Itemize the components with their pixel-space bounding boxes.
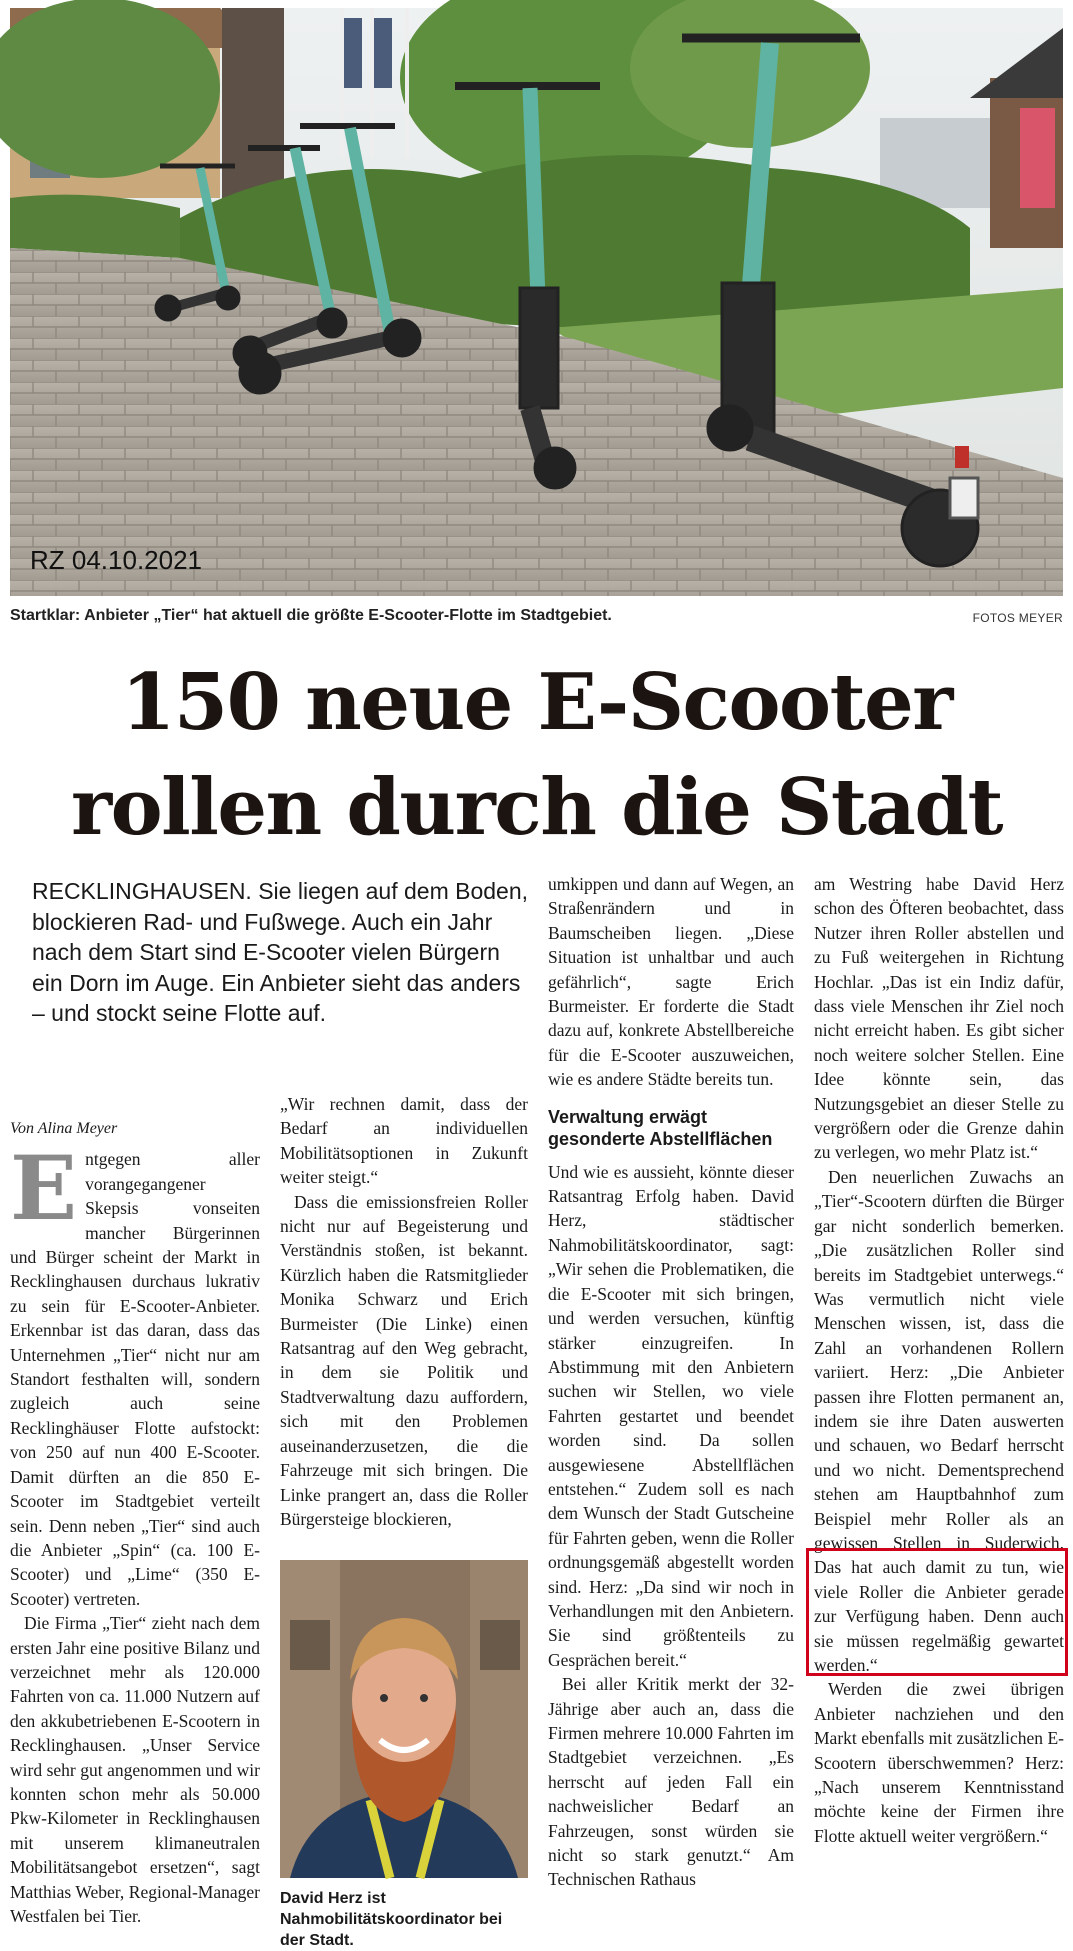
portrait-caption: David Herz ist Nahmobilitätskoordinator bei der Stadt. [280,1890,503,1949]
highlight-box [806,1548,1068,1676]
scooter-photo [10,8,1063,596]
headline [0,650,1073,860]
paragraph: „Wir rechnen damit, dass der Bedarf an individuellen Mobilitätsoptionen in Zukunft weiter steigt.“ [280,1094,528,1188]
paragraph: Den neuerlichen Zuwachs an „Tier“-Scootern dürften die Bürger gar nicht sonderlich bemerken. „Die zusätzlichen Roller sind bereits im Stadtgebiet unterwegs.“ Was vermutlich nicht viele Menschen wissen, ist, dass die Zahl an vorhandenen Rollern variiert. Herz: „Die Anbieter passen ihre Flotten permanent an, indem sie ihre Daten auswerten und schauen, wo Bedarf herrscht und wo nicht. Dementsprechend stehen am Hauptbahnhof zum Beispiel mehr Roller als an gewissen Stellen in Suderwich. Das hat auch damit zu tun, wie viele Roller die Anbieter gerade zur Verfügung haben. Denn auch sie müssen regelmäßig gewartet werden.“ [814,1166,1064,1675]
paragraph: Und wie es aussieht, könnte dieser Ratsantrag Erfolg haben. David Herz, städtischer Nahmobilitätskoordinator, sagt: „Wir sehen die Problematiken, die die E-Scooter mit sich bringen, und werden versuchen, künftig stärker einzugreifen. In Abstimmung mit den Anbietern suchen wir Stellen, wo viele Fahrten gestartet und beendet worden sind. Da sollen ausgewiesene Abstellflächen entstehen.“ Zudem soll es nach dem Wunsch der Stadt Gutscheine für Fahrten geben, wenn die Roller ordnungsgemäß abgestellt worden sind. Herz: „Da sind wir noch in Verhandlungen mit den Anbietern. Sie sind größtenteils zu Gesprächen bereit.“ [548,1161,794,1670]
headline-line-1: 150 neue E-Scooter [121,657,952,748]
photo-credit: FOTOS MEYER [972,611,1063,625]
paragraph: Bei aller Kritik merkt der 32-Jährige aber auch an, dass die Firmen mehrere 10.000 Fahrten im Stadtgebiet verzeichnen. „Es herrscht auf jeden Fall ein nachweislicher Bedarf an Fahrzeugen, sonst würden sie nicht so stark genutzt.“ Am Technischen Rathaus [548,1674,794,1890]
photo-caption: Startklar: Anbieter „Tier“ hat aktuell die größte E-Scooter-Flotte im Stadtgebiet. [10,607,612,624]
paragraph: umkippen und dann auf Wegen, an Straßenrändern und in Baumscheiben liegen. „Diese Situation ist unhaltbar und auch gefährlich“, sagte Erich Burmeister. Er forderte die Stadt dazu auf, konkrete Abstellbereiche für die E-Scooter auszuweichen, wie es andere Städte bereits tun. [548,874,794,1090]
lead-text: Sie liegen auf dem Boden, blockieren Rad- und Fußwege. Auch ein Jahr nach dem Start sind E-Scooter vielen Bürgern ein Dorn im Auge. Ein Anbieter sieht das anders – und stockt seine Flotte auf. [32,878,529,1026]
drop-cap: E [10,1136,78,1241]
subheading: Verwaltung erwägt gesonderte Abstellflächen [548,1106,773,1149]
column-1 [10,1117,260,1928]
paragraph: Werden die zwei übrigen Anbieter nachziehen und den Markt ebenfalls mit zusätzlichen E-Scootern überschwemmen? Herz: „Nach unserem Kenntnisstand möchte keine der Firmen ihre Flotte aktuell weiter vergrößern.“ [814,1679,1064,1846]
byline: Von Alina Meyer [10,1120,118,1137]
headline-line-2: rollen durch die Stadt [71,762,1002,853]
column-4 [814,872,1064,1848]
paragraph: Die Firma „Tier“ zieht nach dem ersten Jahr eine positive Bilanz und verzeichnet mehr als 120.000 Fahrten von ca. 11.000 Nutzern auf den akkubetriebenen E-Scootern in Recklinghausen. „Unser Service wird sehr gut angenommen und wir konnten schon mehr als 50.000 Pkw-Kilometer in Recklinghausen mit unserem klimaneutralen Mobilitätsangebot ersetzen“, sagt Matthias Weber, Regional-Manager Westfalen bei Tier. [10,1613,260,1926]
date-stamp: RZ 04.10.2021 [30,545,203,575]
lead-paragraph [32,876,532,1029]
column-2 [280,1092,528,1531]
paragraph: Dass die emissionsfreien Roller nicht nur auf Begeisterung und Verständnis stoßen, ist bekannt. Kürzlich haben die Ratsmitglieder Monika Schwarz und Erich Burmeister (Die Linke) einen Ratsantrag auf den Weg gebracht, in dem sie Politik und Stadtverwaltung dazu auffordern, sich mit den Problemen auseinanderzusetzen, die die Fahrzeuge mit sich bringen. Die Linke prangert an, dass die Roller Bürgersteige blockieren, [280,1191,528,1529]
paragraph: am Westring habe David Herz schon des Öfteren beobachtet, dass Nutzer ihren Roller abstellen und zu Fuß weitergehen in Richtung Hochlar. „Das ist ein Indiz dafür, dass viele Menschen ihr Ziel noch nicht erreicht haben. Es gibt sicher noch weitere solcher Stellen. Eine Idee könnte sein, das Nutzungsgebiet an dieser Stelle zu vergrößern oder die Grenze dahin zu verlegen, wo mehr Platz ist.“ [814,874,1064,1163]
portrait-photo [280,1560,528,1878]
dateline: RECKLINGHAUSEN. [32,878,252,904]
column-3 [548,872,794,1892]
paragraph: Entgegen aller vorangegangener Skepsis vonseiten mancher Bürgerinnen und Bürger scheint der Markt in Recklinghausen durchaus lukrativ zu sein für E-Scooter-Anbieter. Erkennbar ist das daran, dass das Unternehmen „Tier“ nicht nur am Standort festhalten will, sondern zugleich auch seine Recklinghäuser Flotte aufstockt: von 250 auf nun 400 E-Scooter. Damit dürften an die 850 E-Scooter im Stadtgebiet verteilt sein. Denn neben „Tier“ sind auch die Anbieter „Spin“ (ca. 100 E-Scooter) und „Lime“ (350 E-Scooter) vertreten. [10,1136,260,1609]
